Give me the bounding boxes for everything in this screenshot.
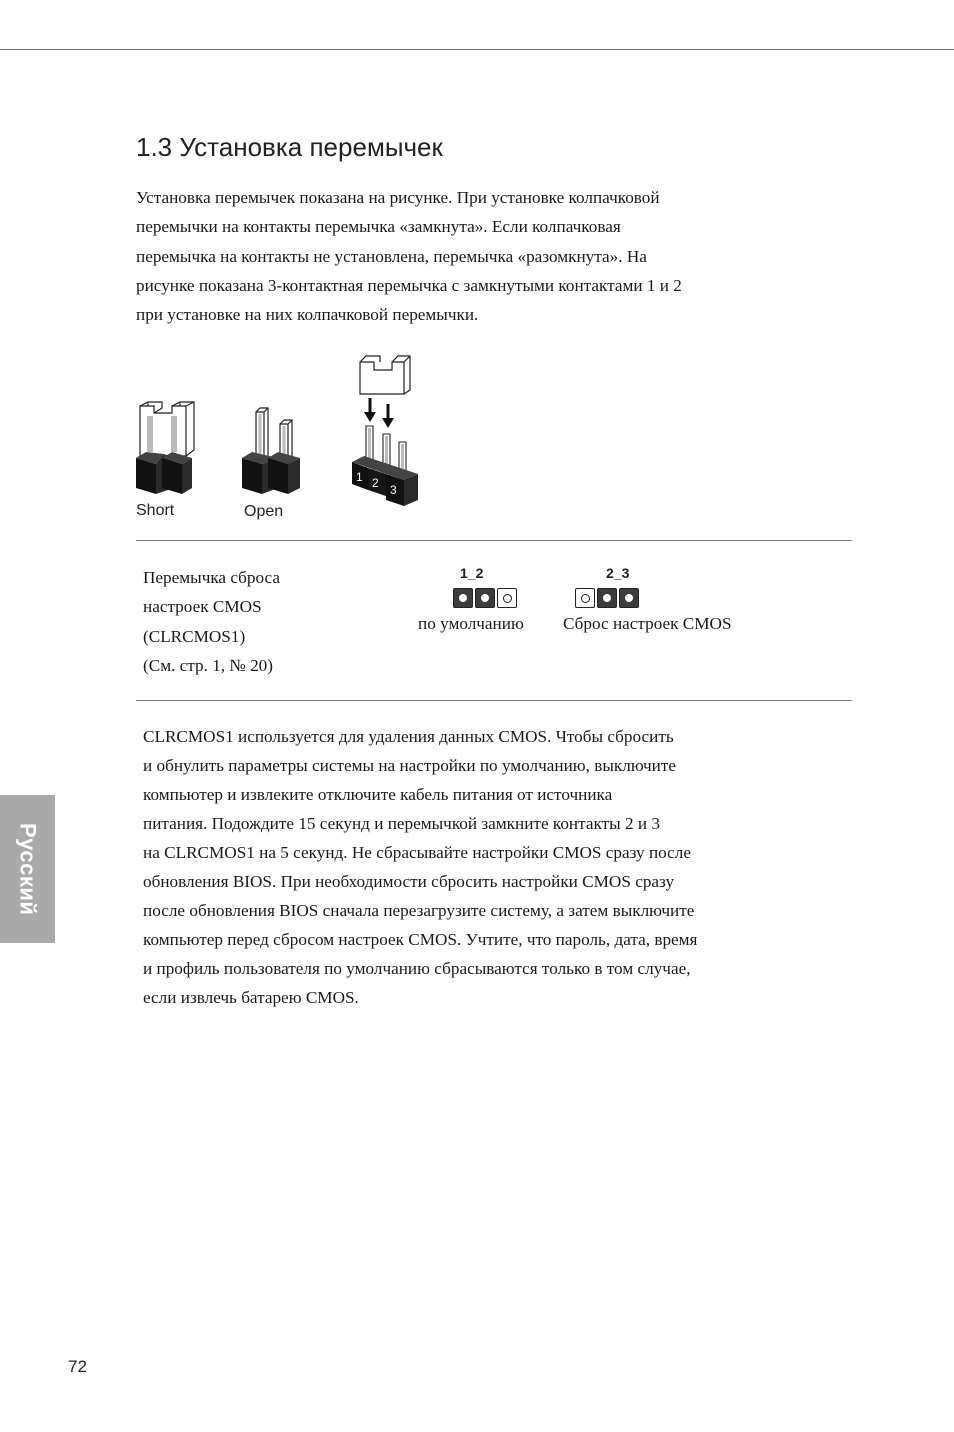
clear-pin-diagram: [575, 588, 641, 608]
table-rule-top: [136, 540, 852, 541]
three-pin-jumper: [352, 356, 418, 506]
jumper-label-line: Перемычка сброса: [143, 568, 281, 587]
pin-number-label: 3: [390, 483, 397, 497]
page-number: 72: [68, 1357, 87, 1376]
intro-line: перемычка на контакты не установлена, перемычка «разомкнута». На: [136, 246, 647, 266]
table-rule-bottom: [136, 700, 852, 701]
intro-line: при установке на них колпачковой перемычки.: [136, 305, 479, 325]
header-rule: [0, 49, 954, 50]
intro-paragraph: [136, 183, 816, 329]
body-line: компьютер и извлеките отключите кабель питания от источника: [143, 785, 613, 804]
pin-number-label: 2: [372, 476, 379, 490]
clear-pins-label: 2_3: [606, 565, 630, 581]
jumper-setting-label: [143, 563, 280, 680]
open-label: Open: [244, 503, 284, 520]
clear-caption: Сброс настроек CMOS: [563, 614, 732, 633]
pin-open: [575, 588, 595, 608]
jumper-label-line: (CLRCMOS1): [143, 626, 246, 646]
language-tab-label: Русский: [15, 822, 41, 916]
body-line: после обновления BIOS сначала перезагрузите систему, а затем выключите: [143, 901, 695, 920]
intro-line: рисунке показана 3-контактная перемычка с замкнутыми контактами 1 и 2: [136, 275, 682, 295]
body-line: компьютер перед сбросом настроек CMOS. Учтите, что пароль, дата, время: [143, 930, 698, 949]
body-line: CLRCMOS1 используется для удаления данных CMOS. Чтобы сбросить: [143, 727, 674, 746]
clrcmos-description: [143, 722, 793, 1012]
jumper-label-line: (См. стр. 1, № 20): [143, 655, 273, 675]
jumper-illustration: [128, 350, 428, 525]
pin-open: [497, 588, 517, 608]
language-side-tab: [0, 795, 55, 943]
default-caption: по умолчанию: [418, 614, 524, 633]
pin-number-label: 1: [356, 470, 363, 484]
jumper-label-line: настроек CMOS: [143, 597, 262, 617]
body-line: если извлечь батарею CMOS.: [143, 988, 359, 1007]
default-pins-label: 1_2: [460, 565, 484, 581]
body-line: и обнулить параметры системы на настройки по умолчанию, выключите: [143, 756, 676, 775]
pin-closed: [475, 588, 495, 608]
short-jumper: [136, 402, 194, 519]
short-label: Short: [136, 502, 175, 519]
intro-line: Установка перемычек показана на рисунке. При установке колпачковой: [136, 188, 660, 207]
body-line: на CLRCMOS1 на 5 секунд. Не сбрасывайте настройки CMOS сразу после: [143, 843, 691, 862]
body-line: обновления BIOS. При необходимости сбросить настройки CMOS сразу: [143, 872, 675, 891]
intro-line: перемычки на контакты перемычка «замкнута». Если колпачковая: [136, 217, 621, 237]
default-pin-diagram: [453, 588, 519, 608]
pin-closed: [619, 588, 639, 608]
pin-closed: [597, 588, 617, 608]
section-title: 1.3 Установка перемычек: [136, 132, 443, 162]
body-line: и профиль пользователя по умолчанию сбрасываются только в том случае,: [143, 959, 691, 978]
body-line: питания. Подождите 15 секунд и перемычкой замкните контакты 2 и 3: [143, 814, 660, 833]
pin-closed: [453, 588, 473, 608]
open-jumper: [242, 408, 300, 520]
